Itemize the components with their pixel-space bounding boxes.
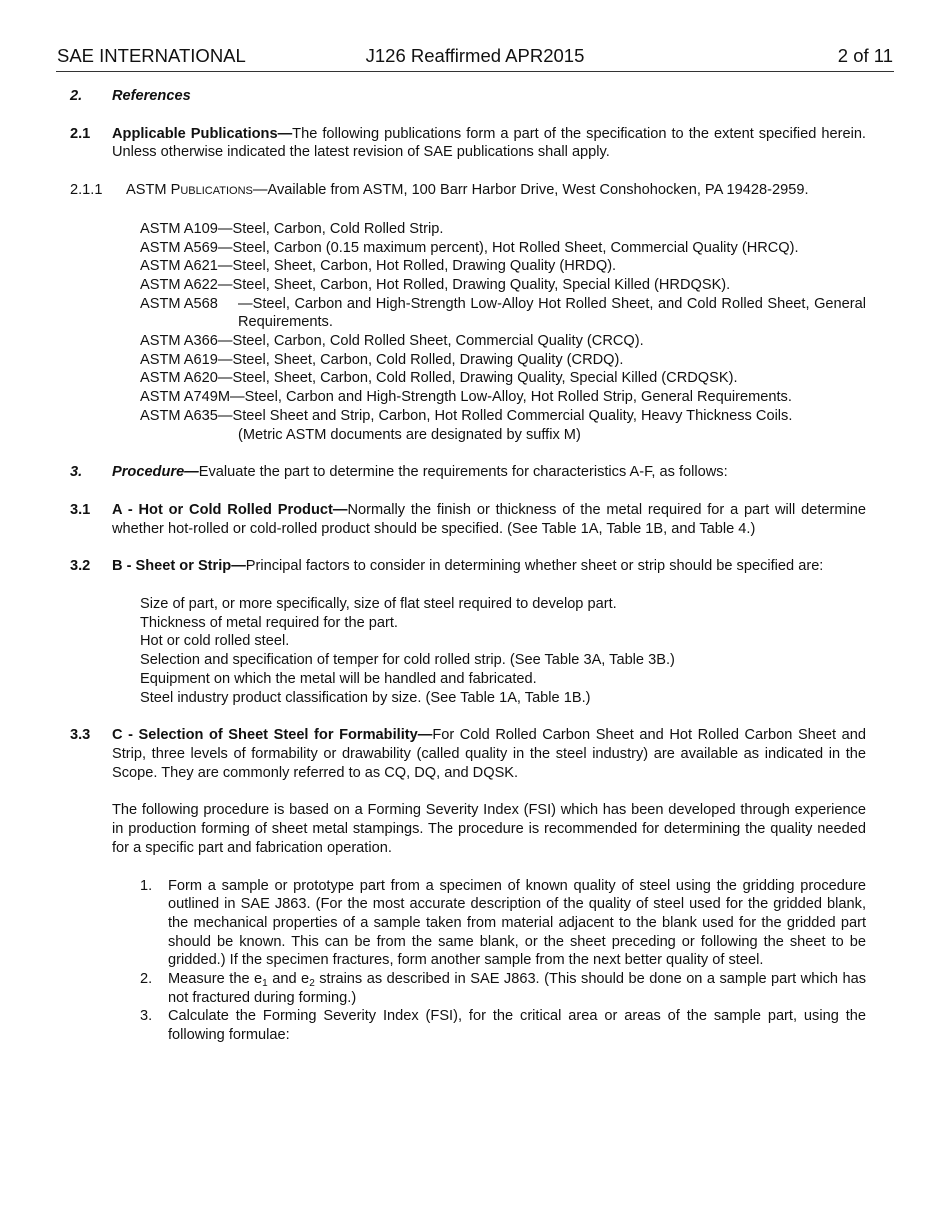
section-number: 3.1 — [70, 501, 91, 518]
reference-description: —Steel, Carbon, Cold Rolled Sheet, Commercial Quality (CRCQ). — [217, 333, 644, 350]
reference-item — [140, 257, 866, 276]
step-text: Measure the $e_1$ and $e_2$ strains as described in SAE J863. (This should be done on a sample part which has not fractured during forming.) — [168, 971, 867, 1006]
section-heading: Applicable Publications— — [112, 125, 293, 142]
factor-item: Selection and specification of temper for cold rolled strip. (See Table 3A, Table 3B.) — [140, 652, 675, 669]
section-3-3 — [70, 726, 866, 782]
reference-description: —Steel, Carbon, Cold Rolled Strip. — [217, 220, 444, 237]
factor-item: Equipment on which the metal will be handled and fabricated. — [140, 670, 537, 687]
header-rule — [56, 71, 894, 72]
section-text: Evaluate the part to determine the requirements for characteristics A-F, as follows: — [198, 464, 728, 481]
reference-id: ASTM A569 — [140, 239, 218, 256]
reference-id: ASTM A619 — [140, 351, 218, 368]
reference-item — [140, 388, 866, 407]
reference-item — [140, 220, 866, 239]
section-heading: A - Hot or Cold Rolled Product— — [112, 501, 348, 518]
section-2-1-1 — [70, 181, 866, 201]
section-3-heading — [70, 463, 866, 482]
publications-small-caps: UBLICATIONS — [180, 185, 253, 198]
procedure-step — [140, 877, 866, 971]
reference-description: —Steel, Sheet, Carbon, Cold Rolled, Drawing Quality (CRDQ). — [217, 351, 624, 368]
section-3-2 — [70, 557, 866, 576]
reference-item — [140, 407, 866, 426]
reference-item — [140, 351, 866, 370]
step-text: Form a sample or prototype part from a specimen of known quality of steel using the gridding procedure outlined in SAE J863. (For the most accurate description of the quality of steel used for the gridded blank, the mechanical properties of a sample taken from material adjacent to the blank used for the gridded part should be known. This can be from the same blank, or the sheet preceding or following the sheet to be gridded.) If the specimen fractures, form another sample from the next better quality of steel. — [168, 877, 866, 969]
factor-item: Steel industry product classification by size. (See Table 1A, Table 1B.) — [140, 689, 591, 706]
document-body — [70, 87, 866, 1045]
section-heading: Procedure— — [112, 464, 199, 481]
header-organization: SAE INTERNATIONAL — [57, 45, 246, 66]
step-number: 2. — [140, 971, 153, 988]
reference-id: ASTM A568 — [140, 295, 218, 312]
reference-item — [140, 276, 866, 295]
reference-list — [140, 220, 866, 444]
section-2-1 — [70, 125, 866, 162]
reference-description: —Steel Sheet and Strip, Carbon, Hot Rolled Commercial Quality, Heavy Thickness Coils. — [217, 407, 793, 424]
step-number: 3. — [140, 1008, 153, 1025]
section-text: The following procedure is based on a Forming Severity Index (FSI) which has been developed through experience in production forming of sheet metal stampings. The procedure is recommended for determining the quality needed for a specific part and fabrication operation. — [112, 802, 866, 856]
factor-item: Thickness of metal required for the part. — [140, 614, 398, 631]
factor-item: Hot or cold rolled steel. — [140, 633, 290, 650]
section-text: The following publications form a part of the specification to the extent specified herein. Unless otherwise indicated the latest revision of SAE publications shall apply. — [112, 125, 866, 161]
procedure-step — [140, 970, 866, 1007]
subscript: 1 — [262, 978, 268, 990]
reference-id: ASTM A366 — [140, 333, 218, 350]
section-text: —Available from ASTM, 100 Barr Harbor Drive, West Conshohocken, PA 19428-2959. — [252, 182, 809, 199]
reference-id: ASTM A620 — [140, 370, 218, 387]
section-2-heading — [70, 87, 866, 106]
section-number: 2.1 — [70, 125, 91, 142]
section-heading: C - Selection of Sheet Steel for Formability— — [112, 727, 433, 744]
reference-description: —Steel, Carbon and High-Strength Low-Alloy Hot Rolled Sheet, and Cold Rolled Sheet, General Requirements. — [238, 295, 866, 331]
reference-id: ASTM A109 — [140, 220, 218, 237]
reference-item — [140, 295, 866, 332]
reference-id: ASTM A621 — [140, 258, 218, 275]
reference-description: —Steel, Carbon and High-Strength Low-Alloy, Hot Rolled Strip, General Requirements. — [230, 389, 792, 406]
section-text: For Cold Rolled Carbon Sheet and Hot Rolled Carbon Sheet and Strip, three levels of formability or drawability (called quality in the steel industry) are available as indicated in the Scope. They are commonly referred to as CQ, DQ, and DQSK. — [112, 727, 866, 781]
section-number: 2. — [70, 88, 83, 104]
section-title: References — [112, 88, 191, 104]
step-text: Calculate the Forming Severity Index (FSI), for the critical area or areas of the sample part, using the following formulae: — [168, 1008, 866, 1044]
reference-id: ASTM A622 — [140, 276, 218, 293]
reference-description: —Steel, Sheet, Carbon, Hot Rolled, Drawing Quality (HRDQ). — [217, 258, 617, 275]
reference-description: —Steel, Carbon (0.15 maximum percent), Hot Rolled Sheet, Commercial Quality (HRCQ). — [217, 239, 799, 256]
section-text: Normally the finish or thickness of the metal required for a part will determine whether hot-rolled or cold-rolled product should be specified. (See Table 1A, Table 1B, and Table 4.) — [112, 501, 866, 537]
header-page-number: 2 of 11 — [837, 45, 893, 66]
reference-item — [140, 239, 866, 258]
reference-item — [140, 332, 866, 351]
reference-item — [140, 369, 866, 388]
section-number: 3. — [70, 464, 83, 481]
reference-description: —Steel, Sheet, Carbon, Cold Rolled, Drawing Quality, Special Killed (CRDQSK). — [217, 370, 738, 387]
section-number: 3.3 — [70, 727, 91, 744]
publications-cap: P — [170, 182, 181, 199]
reference-id: ASTM A635 — [140, 407, 218, 424]
reference-description: —Steel, Sheet, Carbon, Hot Rolled, Drawing Quality, Special Killed (HRDQSK). — [217, 276, 731, 293]
section-text: Principal factors to consider in determining whether sheet or strip should be specified are: — [245, 558, 824, 575]
header-document-id: J126 Reaffirmed APR2015 — [365, 45, 585, 66]
subscript: 2 — [309, 978, 315, 990]
section-3-1 — [70, 501, 866, 538]
step-number: 1. — [140, 877, 153, 894]
reference-note: (Metric ASTM documents are designated by suffix M) — [238, 426, 581, 443]
procedure-step — [140, 1007, 866, 1044]
section-3-3-paragraph — [70, 801, 866, 857]
astm-word: ASTM — [126, 182, 167, 199]
procedure-steps — [140, 877, 866, 1045]
factor-item: Size of part, or more specifically, size of flat steel required to develop part. — [140, 596, 617, 613]
section-number: 3.2 — [70, 558, 91, 575]
reference-id: ASTM A749M — [140, 389, 231, 406]
section-heading: B - Sheet or Strip— — [112, 558, 246, 575]
section-number: 2.1.1 — [70, 182, 103, 199]
factor-list — [140, 595, 866, 707]
